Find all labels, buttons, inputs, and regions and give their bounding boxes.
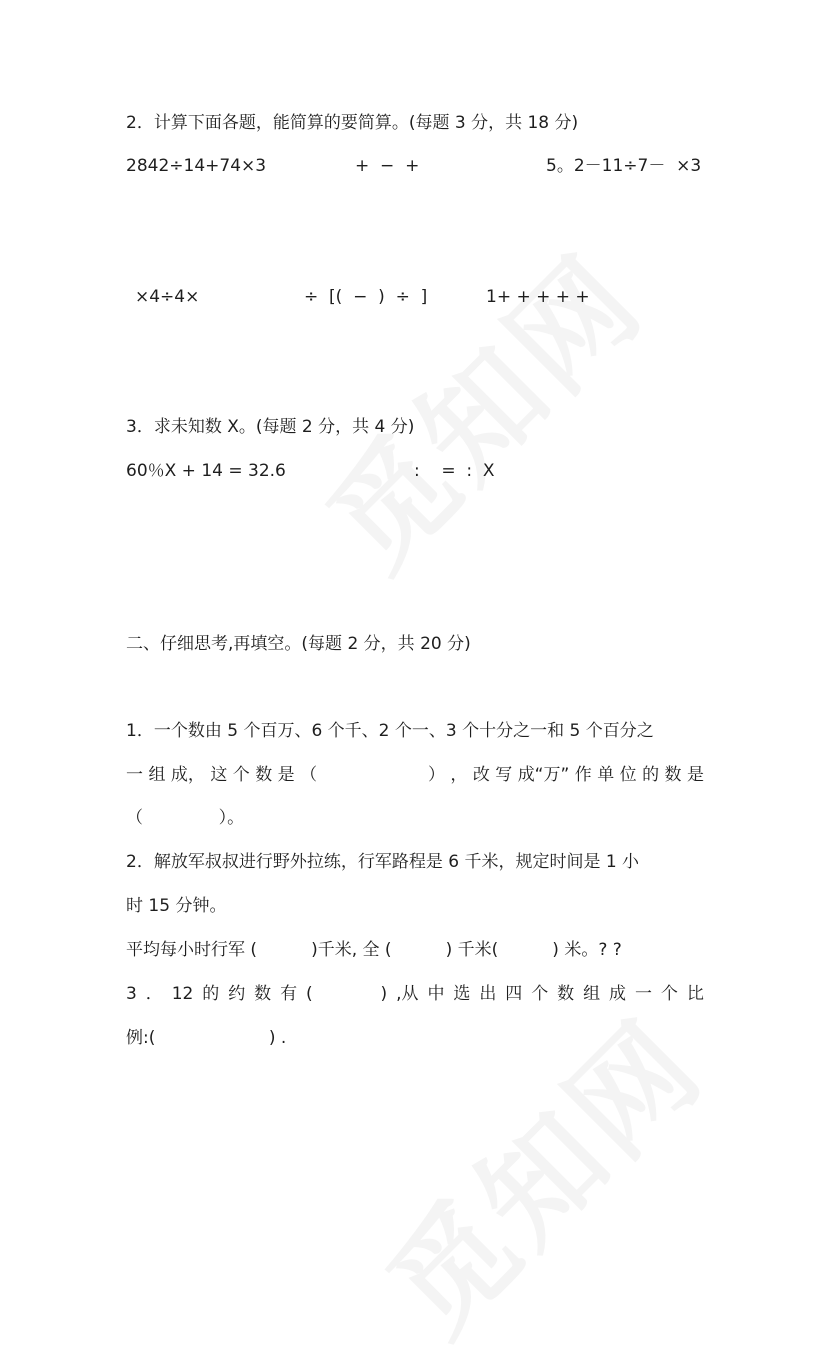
text-chunk: 数	[254, 984, 272, 1004]
answer-blank[interactable]	[323, 764, 423, 786]
q2-expr-3: 5。2－11÷7－ ×3	[546, 156, 702, 176]
fill-q2-line3: 平均每小时行军 ( )千米, 全 ( ) 千米( ) 米。? ?	[126, 940, 622, 960]
fill-q3-line1	[126, 983, 704, 1005]
text-chunk: (	[306, 984, 313, 1004]
answer-blank[interactable]	[322, 983, 372, 1005]
text-chunk: 成	[609, 984, 627, 1004]
text-chunk: 组	[148, 765, 166, 785]
text-chunk: 3	[126, 984, 137, 1004]
fill-q1-line3: （ ）。	[126, 808, 245, 828]
text-chunk: 个	[660, 984, 678, 1004]
text-chunk: 写	[495, 765, 513, 785]
text-chunk: 数	[255, 765, 273, 785]
text-chunk: 约	[228, 984, 246, 1004]
text-chunk: 数	[557, 984, 575, 1004]
text-chunk: 比	[686, 984, 704, 1004]
q2-expr-2: + − +	[355, 156, 420, 176]
text-chunk: ，	[450, 765, 468, 785]
text-chunk: ．	[145, 984, 163, 1004]
text-chunk: 单	[597, 765, 615, 785]
fill-q2-line2: 时 15 分钟。	[126, 896, 227, 916]
q2-heading: 2．计算下面各题，能简算的要简算。(每题 3 分，共 18 分)	[126, 113, 579, 133]
text-chunk: 位	[619, 765, 637, 785]
text-chunk: 的	[202, 984, 220, 1004]
text-chunk: 成“万”	[517, 765, 570, 785]
text-chunk: ,从	[396, 984, 419, 1004]
text-chunk: 有	[280, 984, 298, 1004]
q2-expr-1: 2842÷14+74×3	[126, 156, 267, 176]
text-chunk: 选	[453, 984, 471, 1004]
text-chunk: 是	[277, 765, 295, 785]
text-chunk: 组	[583, 984, 601, 1004]
q3-equation-2: : = : X	[414, 461, 495, 481]
text-chunk: 数	[664, 765, 682, 785]
text-chunk: 作	[574, 765, 592, 785]
text-chunk: 是	[686, 765, 704, 785]
fill-q2-line1: 2．解放军叔叔进行野外拉练，行军路程是 6 千米，规定时间是 1 小	[126, 852, 640, 872]
section-2-heading: 二、仔细思考,再填空。(每题 2 分，共 20 分)	[126, 634, 471, 654]
text-chunk: 这	[210, 765, 228, 785]
q2-expr-4: ×4÷4×	[135, 287, 200, 307]
text-chunk: 成，	[170, 765, 205, 785]
watermark-logo-bottom	[345, 977, 734, 1365]
text-chunk: 一	[126, 765, 143, 785]
fill-q1-line1: 1．一个数由 5 个百万、6 个千、2 个一、3 个十分之一和 5 个百分之	[126, 721, 654, 741]
text-chunk: 个	[531, 984, 549, 1004]
text-chunk: 个	[232, 765, 250, 785]
q2-expr-6: 1+ + + + +	[486, 287, 590, 307]
q3-equation-1: 60％X + 14 = 32.6	[126, 461, 286, 481]
fill-q1-line2	[126, 764, 704, 786]
text-chunk: 12	[171, 984, 194, 1004]
text-chunk: 改	[472, 765, 490, 785]
fill-q3-line2: 例:( ) .	[126, 1028, 287, 1048]
text-chunk: 出	[479, 984, 497, 1004]
q3-heading: 3．求未知数 X。(每题 2 分，共 4 分)	[126, 417, 415, 437]
q2-expr-5: ÷ [( − ) ÷ ]	[304, 287, 428, 307]
text-chunk: 的	[642, 765, 660, 785]
watermark-logo	[285, 212, 674, 601]
text-chunk: 中	[427, 984, 445, 1004]
text-chunk: ）	[427, 765, 445, 785]
text-chunk: （	[300, 765, 318, 785]
text-chunk: 一	[634, 984, 652, 1004]
text-chunk: 四	[505, 984, 523, 1004]
text-chunk: )	[380, 984, 388, 1004]
